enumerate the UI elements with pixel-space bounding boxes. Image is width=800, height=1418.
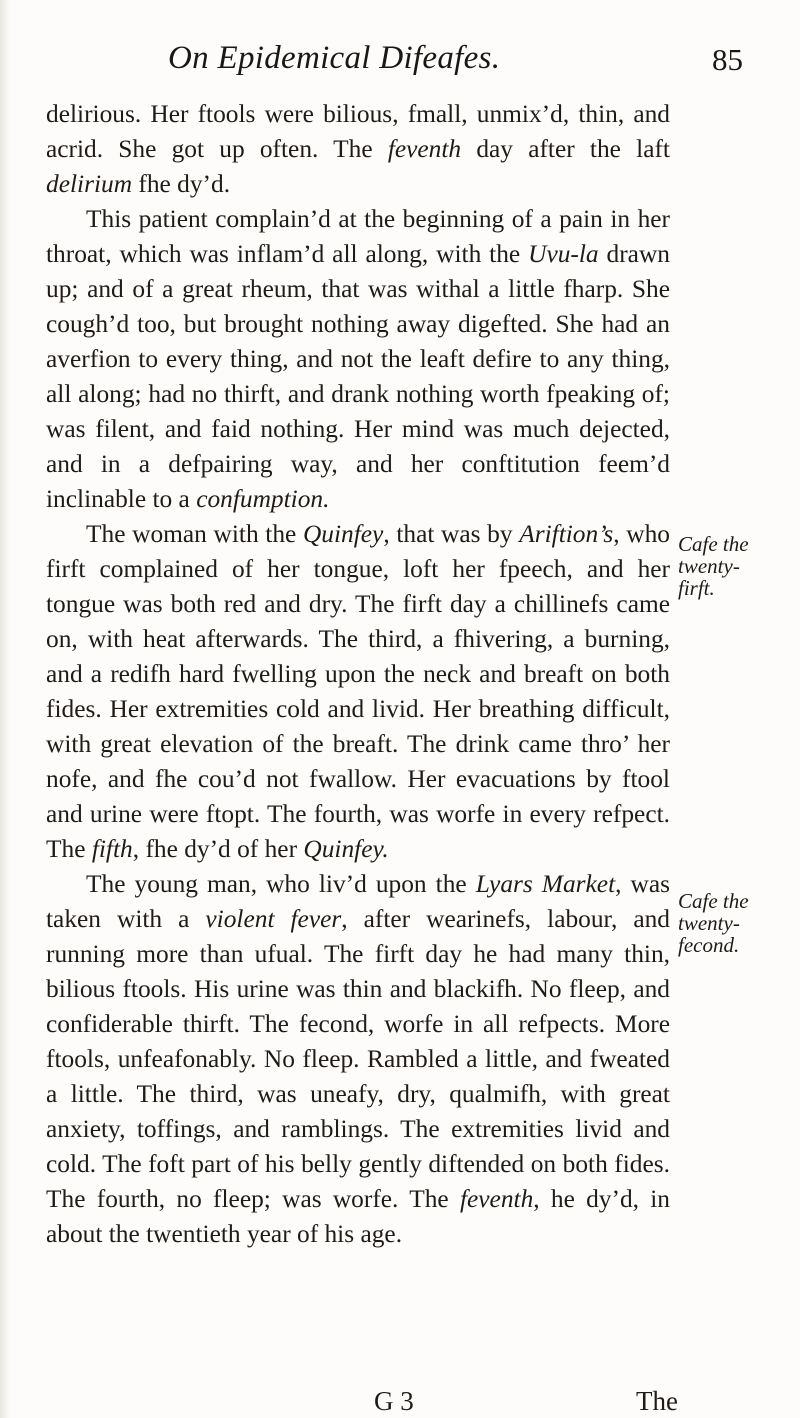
text-run: The woman with the — [86, 520, 303, 548]
paragraph-2 — [46, 202, 670, 517]
text-run: delirious. Her ftools were bilious, fmall, unmix’d, thin, and acrid. She got up often. The — [46, 100, 670, 163]
body-text — [46, 97, 670, 1252]
text-run: , that was by — [383, 520, 520, 548]
text-run: fhe dy’d. — [132, 170, 231, 198]
text-run: , was taken with a — [46, 870, 671, 933]
running-title: On Epidemical Difeafes. — [168, 40, 501, 76]
margin-note-line: twenty- — [678, 911, 740, 935]
margin-note-line: twenty- — [678, 554, 740, 578]
catchword: The — [636, 1386, 678, 1416]
text-run: This patient complain’d at the beginning of a pain in her throat, which was inflam’d all along, with the — [46, 205, 670, 268]
page-footer — [0, 1386, 800, 1418]
italic-run: Lyars Market — [475, 870, 616, 898]
italic-run: Uvu-la — [528, 240, 599, 268]
text-run: , after wearinefs, labour, and running more than ufual. The firft day he had many thin, bilious ftools. His urine was thin and blackifh. No fleep, and confiderable thirft. The fecond, worfe in all refpects. More ftools, unfeafonably. No fleep. Rambled a little, and fweated a little. The third, was uneafy, dry, qualmifh, with great anxiety, toffings, and ramblings. The extremities livid and cold. The foft part of his belly gently diftended on both fides. The fourth, no fleep; was worfe. The — [46, 905, 670, 1213]
italic-run: Ariftion’s — [519, 520, 614, 548]
page-header — [0, 40, 800, 96]
margin-note-line: Cafe the — [678, 889, 749, 913]
italic-run: feventh — [459, 1185, 534, 1213]
italic-run: violent fever — [205, 905, 342, 933]
signature-mark: G 3 — [374, 1386, 414, 1416]
text-run: , he dy’d, in about the twentieth year of his age. — [46, 1185, 670, 1248]
italic-run: delirium — [46, 170, 133, 198]
margin-note-case-21 — [678, 533, 798, 599]
text-run: The young man, who liv’d upon the — [86, 870, 476, 898]
italic-run: Quinfey. — [303, 835, 389, 863]
margin-note-line: firft. — [678, 576, 715, 600]
margin-note-line: fecond. — [678, 933, 740, 957]
italic-run: Quinfey — [302, 520, 384, 548]
text-run: day after the laft — [461, 135, 670, 163]
text-run: , who firft complained of her tongue, loft her fpeech, and her tongue was both red and dry. The firft day a chillinefs came on, with heat afterwards. The third, a fhivering, a burning, and a redifh hard fwelling upon the neck and breaft on both fides. Her extremities cold and livid. Her breathing difficult, with great elevation of the breaft. The drink came thro’ her nofe, and fhe cou’d not fwallow. Her evacuations by ftool and urine were ftopt. The fourth, was worfe in every refpect. The — [46, 520, 670, 863]
paragraph-1 — [46, 97, 670, 202]
paragraph-3 — [46, 517, 670, 867]
page-gutter-shadow — [0, 0, 10, 1418]
margin-note-case-22 — [678, 890, 798, 956]
paragraph-4 — [46, 867, 670, 1252]
page-number: 85 — [712, 42, 743, 77]
margin-note-line: Cafe the — [678, 532, 749, 556]
italic-run: fifth — [91, 835, 133, 863]
italic-run: feventh — [387, 135, 462, 163]
text-run: , fhe dy’d of her — [132, 835, 304, 863]
italic-run: confumption. — [196, 485, 330, 513]
text-run: drawn up; and of a great rheum, that was withal a little fharp. She cough’d too, but brought nothing away digefted. She had an averfion to every thing, and not the leaft defire to any thing, all along; had no thirft, and drank nothing worth fpeaking of; was filent, and faid nothing. Her mind was much dejected, and in a defpairing way, and her conftitution feem’d inclinable to a — [46, 240, 670, 513]
